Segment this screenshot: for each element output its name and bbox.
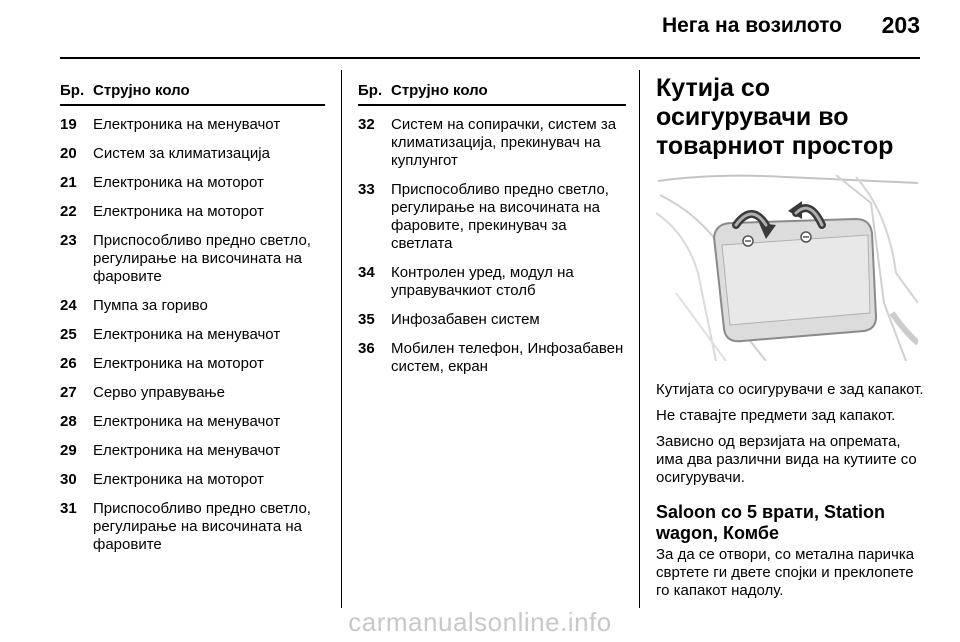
circuit-name: Инфозабавен систем [391,311,540,328]
table-header [60,82,325,106]
circuit-name: Електроника на менувачот [93,326,281,343]
circuit-name: Електроника на моторот [93,203,264,220]
col-header-number: Бр. [60,82,85,99]
table-row [60,355,325,373]
circuit-name: Приспособливо предно светло, регулирање на височината на фаровите [93,232,311,285]
fuse-number: 35 [358,311,375,328]
fuse-number: 36 [358,340,375,357]
fuse-number: 25 [60,326,77,343]
fuse-number: 19 [60,116,77,133]
paragraph: За да се отвори, со метална паричка свртете ги двете спојки и преклопете го капакот надолу. [656,546,915,599]
fuse-number: 24 [60,297,77,314]
fuse-number: 23 [60,232,77,249]
circuit-name: Електроника на моторот [93,471,264,488]
page-number: 203 [881,12,920,38]
table-row [60,471,325,489]
fuse-number: 32 [358,116,375,133]
table-header [358,82,626,106]
paragraph: Не ставајте предмети зад капакот. [656,407,896,424]
circuit-name: Серво управување [93,384,225,401]
table-row [60,384,325,402]
table-row [358,116,626,170]
watermark: carmanualsonline.info [348,607,612,637]
circuit-name: Мобилен телефон, Инфозабавен систем, екран [391,340,624,375]
circuit-name: Систем за климатизација [93,145,270,162]
fuse-number: 22 [60,203,77,220]
circuit-name: Пумпа за гориво [93,297,208,314]
page-header-title: Нега на возилото [661,14,842,37]
table-row [60,297,325,315]
column-divider-2 [639,70,640,608]
table-row [60,500,325,554]
table-row [358,264,626,300]
circuit-name: Приспособливо предно светло, регулирање на височината на фаровите, прекинувач за светлата [391,181,609,252]
circuit-name: Електроника на менувачот [93,116,281,133]
fuse-number: 31 [60,500,77,517]
fuse-number: 29 [60,442,77,459]
fuse-number: 33 [358,181,375,198]
paragraph: Зависно од верзијата на опремата, има два различни вида на кутиите со осигурувачи. [656,433,917,486]
fuse-number: 28 [60,413,77,430]
table-row [60,174,325,192]
section-title: Кутија со осигурувачи во товарниот простор [656,74,894,160]
subheading: Saloon со 5 врати, Station wagon, Комбе [656,502,885,543]
col-header-circuit: Струјно коло [391,82,488,99]
table-row [60,413,325,431]
table-row [60,232,325,286]
fuse-number: 27 [60,384,77,401]
circuit-name: Приспособливо предно светло, регулирање на височината на фаровите [93,500,311,553]
column-divider-1 [341,70,342,608]
circuit-name: Електроника на моторот [93,355,264,372]
header-rule [60,57,920,59]
table-row [60,326,325,344]
table-row [60,203,325,221]
fuse-box-section [656,74,926,600]
fuse-number: 30 [60,471,77,488]
circuit-name: Електроника на менувачот [93,413,281,430]
fuse-table-left [60,82,325,554]
table-row [358,311,626,329]
fuse-number: 21 [60,174,77,191]
circuit-name: Електроника на моторот [93,174,264,191]
fuse-number: 34 [358,264,375,281]
fuse-number: 26 [60,355,77,372]
circuit-name: Електроника на менувачот [93,442,281,459]
paragraph: Кутијата со осигурувачи е зад капакот. [656,381,924,398]
fuse-table-right [358,82,626,376]
circuit-name: Систем на сопирачки, систем за климатизација, прекинувач на куплунгот [391,116,617,169]
fuse-number: 20 [60,145,77,162]
table-row [60,116,325,134]
fuse-box-cover-illustration [656,173,918,361]
table-row [358,340,626,376]
table-row [60,145,325,163]
col-header-circuit: Струјно коло [93,82,190,99]
circuit-name: Контролен уред, модул на управувачкиот столб [391,264,574,299]
table-row [60,442,325,460]
table-row [358,181,626,253]
col-header-number: Бр. [358,82,383,99]
